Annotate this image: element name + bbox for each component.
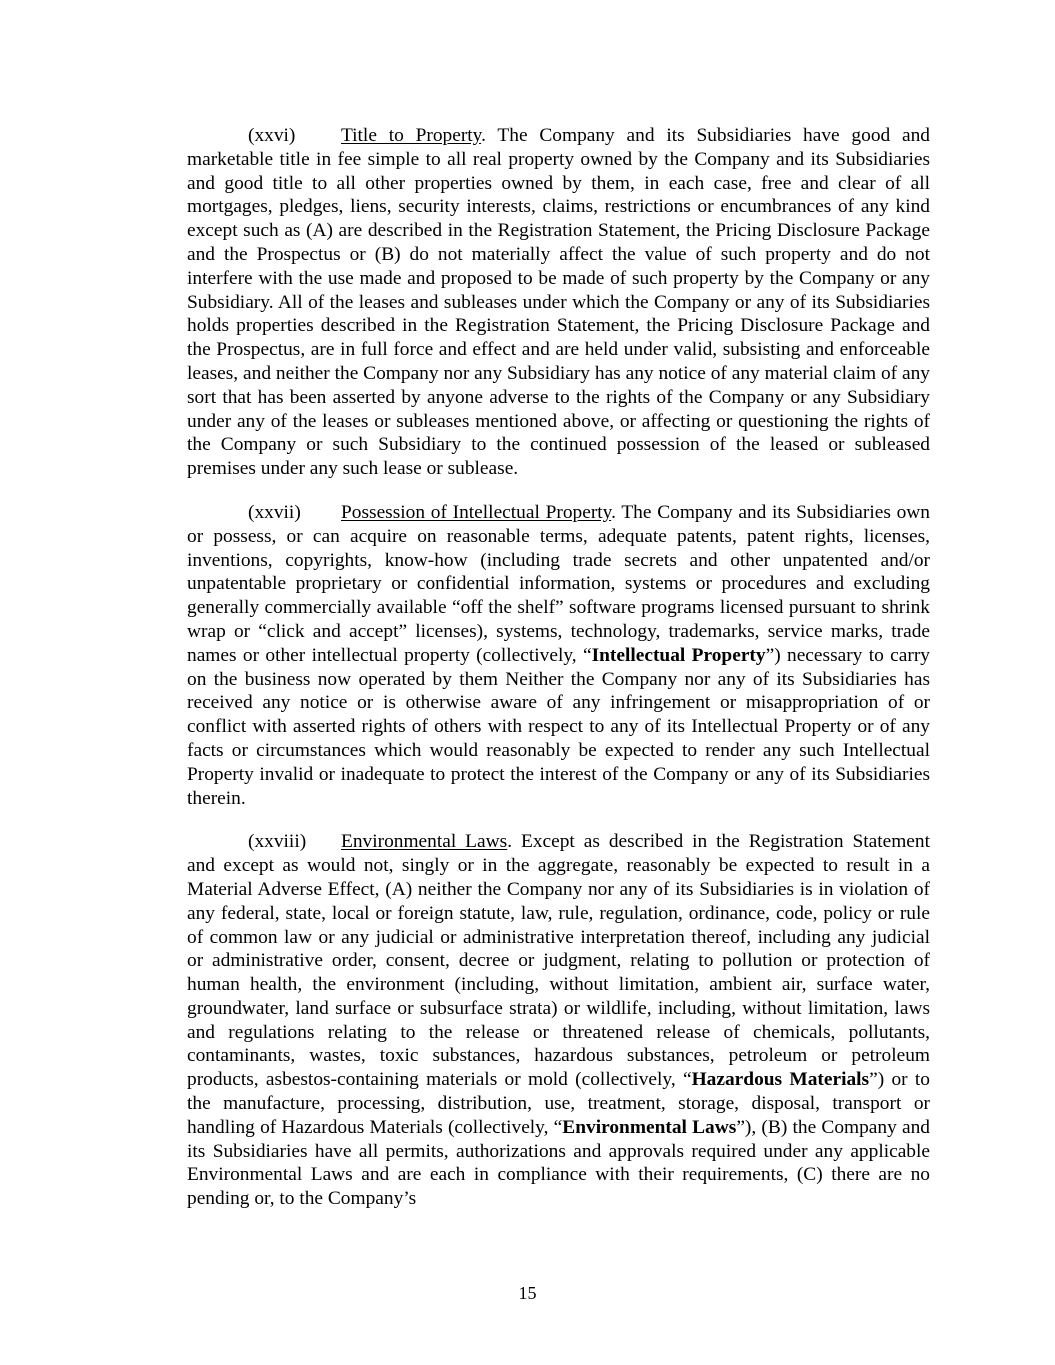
defined-term: Intellectual Property [591,644,766,666]
section-text: . The Company and its Subsidiaries have good and marketable title in fee simple to all real property owned by the Company and its Subsidiaries and good title to all other properties owned by them, in each case, free and clear of all mortgages, pledges, liens, security interests, claims, restrictions or encumbrances of any kind except such as (A) are described in the Registration Statement, the Pricing Disclosure Package and the Prospectus or (B) do not materially affect the value of such property and do not interfere with the use made and proposed to be made of such property by the Company or any Subsidiary. All of the leases and subleases under which the Company or any of its Subsidiaries holds properties described in the Registration Statement, the Pricing Disclosure Package and the Prospectus, are in full force and effect and are held under valid, subsisting and enforceable leases, and neither the Company nor any Subsidiary has any notice of any material claim of any sort that has been asserted by anyone adverse to the rights of the Company or any Subsidiary under any of the leases or subleases mentioned above, or affecting or questioning the rights of the Company or such Subsidiary to the continued possession of the leased or subleased premises under any such lease or sublease. [187,125,930,480]
section-text: ”), (B) the Company and its Subsidiaries have all permits, authorizations and approvals required under any applicable Environmental Laws and are each in compliance with their requirements, (C) there are no pending or, to the Company’s [187,1116,930,1210]
section-text: ”) necessary to carry on the business now operated by them Neither the Company nor any of its Subsidiaries has received any notice or is otherwise aware of any infringement or misappropriation of or conflict with asserted rights of others with respect to any of its Intellectual Property or of any facts or circumstances which would reasonably be expected to render any such Intellectual Property invalid or inadequate to protect the interest of the Company or any of its Subsidiaries therein. [187,644,930,809]
section-number: (xxvi) [248,125,296,146]
section-text: ”) or to the manufacture, processing, distribution, use, treatment, storage, disposal, transport or handling of Hazardous Materials (collectively, “ [187,1069,931,1138]
section-number: (xxvii) [248,501,301,523]
section-heading: Environmental Laws [341,831,508,853]
page-number: 15 [518,1283,537,1303]
defined-term: Environmental Laws [562,1116,737,1138]
defined-term: Hazardous Materials [691,1069,870,1091]
section-text: . The Company and its Subsidiaries own or possess, or can acquire on reasonable terms, adequate patents, patent rights, licenses, inventions, copyrights, know-how (including trade secrets and other unpatented and/or unpatentable proprietary or confidential information, systems or procedures and excluding generally commercially available “off the shelf” software programs licensed pursuant to shrink wrap or “click and accept” licenses), systems, technology, trademarks, service marks, trade names or other intellectual property (collectively, “ [187,501,930,666]
section-text: . Except as described in the Registration Statement and except as would not, singly or in the aggregate, reasonably be expected to result in a Material Adverse Effect, (A) neither the Company nor any of its Subsidiaries is in violation of any federal, state, local or foreign statute, law, rule, regulation, ordinance, code, policy or rule of common law or any judicial or administrative interpretation thereof, including any judicial or administrative order, consent, decree or judgment, relating to pollution or protection of human health, the environment (including, without limitation, ambient air, surface water, groundwater, land surface or subsurface strata) or wildlife, including, without limitation, laws and regulations relating to the release or threatened release of chemicals, pollutants, contaminants, wastes, toxic substances, hazardous substances, petroleum or petroleum products, asbestos-containing materials or mold (collectively, “ [187,831,930,1091]
document-body [187,124,930,1231]
section-paragraph [187,124,930,481]
section-paragraph [187,830,930,1211]
section-heading: Possession of Intellectual Property [341,501,612,523]
section-number: (xxviii) [248,831,307,853]
section-paragraph [187,501,930,810]
section-heading: Title to Property [341,125,482,146]
